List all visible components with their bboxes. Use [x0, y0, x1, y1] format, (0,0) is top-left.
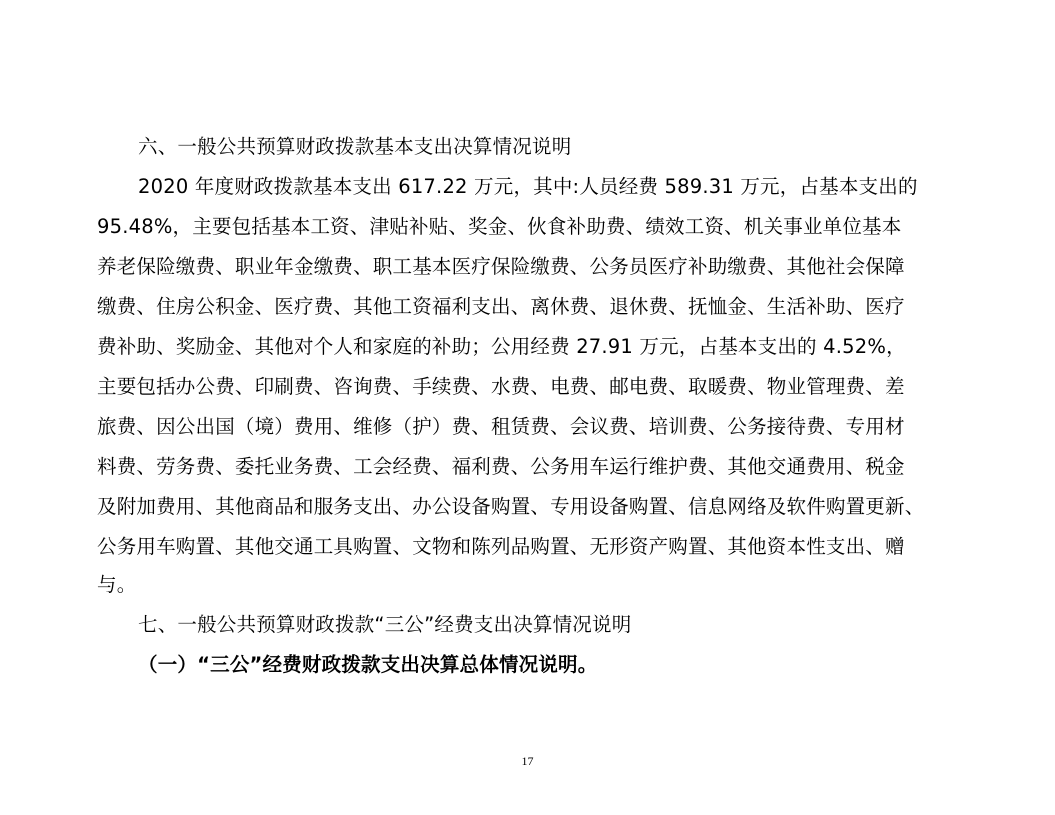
- paragraph-line: 95.48%，主要包括基本工资、津贴补贴、奖金、伙食补助费、绩效工资、机关事业单位基本: [97, 215, 902, 238]
- paragraph-line: 及附加费用、其他商品和服务支出、办公设备购置、专用设备购置、信息网络及软件购置更新、: [97, 495, 925, 518]
- paragraph-line: 缴费、住房公积金、医疗费、其他工资福利支出、离休费、退休费、抚恤金、生活补助、医疗: [97, 295, 905, 318]
- paragraph-line: 公务用车购置、其他交通工具购置、文物和陈列品购置、无形资产购置、其他资本性支出、赠: [97, 535, 905, 558]
- paragraph-line: 与。: [97, 573, 137, 596]
- page-number: 17: [521, 754, 534, 768]
- paragraph-line: 2020 年度财政拨款基本支出 617.22 万元，其中:人员经费 589.31 万元，占基本支出的: [138, 175, 918, 198]
- subsection-heading: （一）“三公”经费财政拨款支出决算总体情况说明。: [138, 653, 598, 676]
- paragraph-line: 主要包括办公费、印刷费、咨询费、手续费、水费、电费、邮电费、取暖费、物业管理费、差: [97, 375, 905, 398]
- paragraph-line: 养老保险缴费、职业年金缴费、职工基本医疗保险缴费、公务员医疗补助缴费、其他社会保障: [97, 255, 905, 278]
- paragraph-line: 旅费、因公出国（境）费用、维修（护）费、租赁费、会议费、培训费、公务接待费、专用材: [97, 415, 905, 438]
- paragraph-line: 费补助、奖励金、其他对个人和家庭的补助；公用经费 27.91 万元，占基本支出的 4.52%，: [97, 335, 906, 358]
- section-6-heading: 六、一般公共预算财政拨款基本支出决算情况说明: [138, 135, 572, 158]
- paragraph-line: 料费、劳务费、委托业务费、工会经费、福利费、公务用车运行维护费、其他交通费用、税金: [97, 455, 905, 478]
- section-7-heading: 七、一般公共预算财政拨款“三公”经费支出决算情况说明: [138, 613, 632, 636]
